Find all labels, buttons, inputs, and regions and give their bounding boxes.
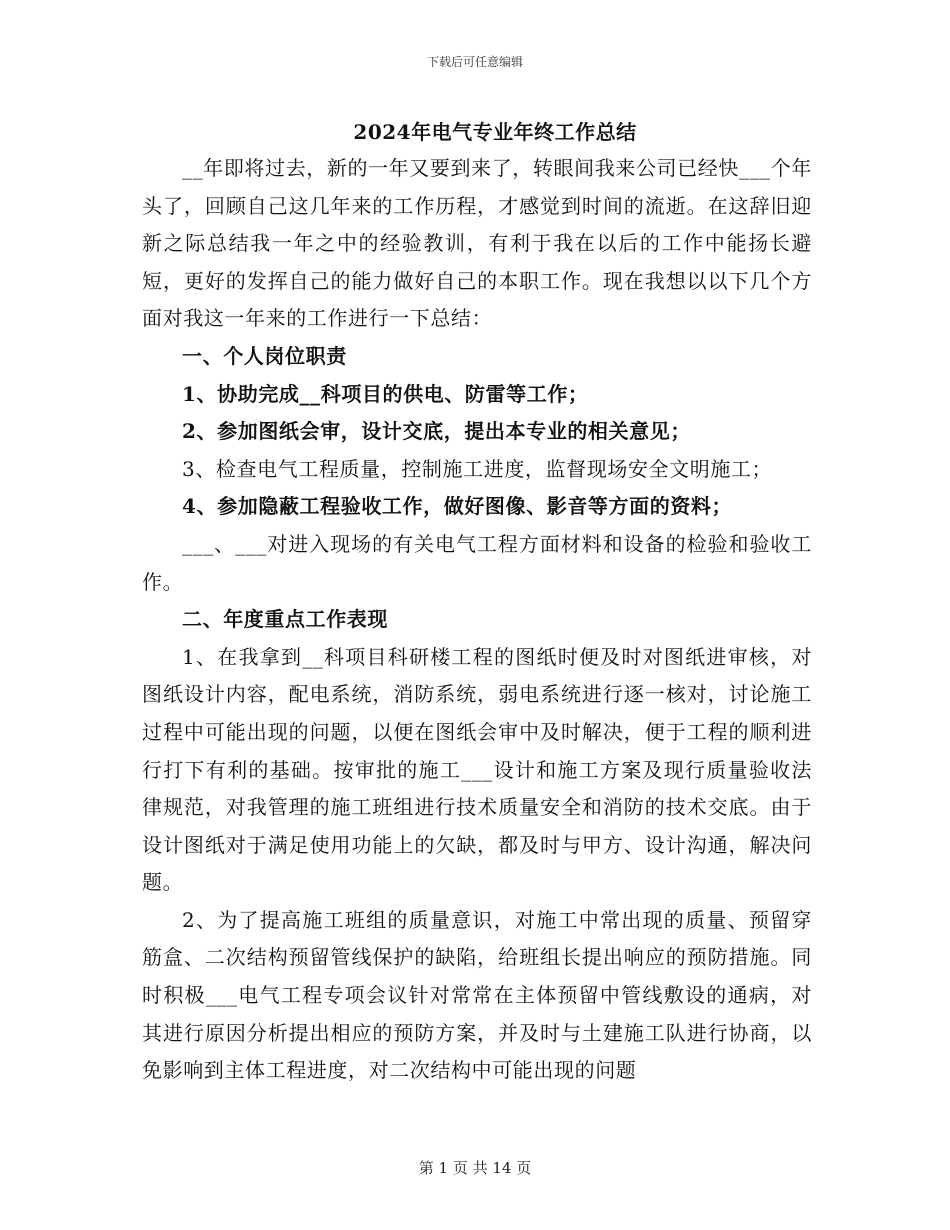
header-note: 下载后可任意编辑	[426, 55, 523, 69]
page-number-footer: 第 1 页 共 14 页	[418, 1159, 532, 1177]
duty-item-5: ___、___对进入现场的有关电气工程方面材料和设备的检验和验收工作。	[142, 531, 812, 594]
duty-item-3: 3、检查电气工程质量，控制施工进度，监督现场安全文明施工；	[182, 456, 773, 481]
key-work-item-1: 1、在我拿到__科项目科研楼工程的图纸时便及时对图纸进审核，对图纸设计内容，配电系统，消防系统，弱电系统进行逐一核对，讨论施工过程中可能出现的问题，以便在图纸会审中及时解决，便于工程的顺利进行打下有利的基础。按审批的施工___设计和施工方案及现行质量验收法律规范，对我管理的施工班组进行技术质量安全和消防的技术交底。由于设计图纸对于满足使用功能上的欠缺，都及时与甲方、设计沟通，解决问题。	[142, 644, 812, 895]
document-title: 2024年电气专业年终工作总结	[353, 120, 637, 144]
section-heading-duties: 一、个人岗位职责	[182, 343, 347, 368]
duty-item-1: 1、协助完成__科项目的供电、防雷等工作；	[182, 381, 589, 406]
duty-item-4: 4、参加隐蔽工程验收工作，做好图像、影音等方面的资料；	[182, 494, 733, 519]
section-heading-key-work: 二、年度重点工作表现	[182, 607, 388, 632]
key-work-item-2: 2、为了提高施工班组的质量意识，对施工中常出现的质量、预留穿筋盒、二次结构预留管线保护的缺陷，给班组长提出响应的预防措施。同时积极___电气工程专项会议针对常常在主体预留中管线敷设的通病，对其进行原因分析提出相应的预防方案，并及时与土建施工队进行协商，以免影响到主体工程进度，对二次结构中可能出现的问题	[142, 907, 812, 1083]
document-body	[142, 150, 812, 1090]
duty-item-2: 2、参加图纸会审，设计交底，提出本专业的相关意见；	[182, 419, 691, 444]
intro-paragraph: __年即将过去，新的一年又要到来了，转眼间我来公司已经快___个年头了，回顾自己这几年来的工作历程，才感觉到时间的流逝。在这辞旧迎新之际总结我一年之中的经验教训，有利于我在以后的工作中能扬长避短，更好的发挥自己的能力做好自己的本职工作。现在我想以以下几个方面对我这一年来的工作进行一下总结：	[142, 156, 812, 331]
